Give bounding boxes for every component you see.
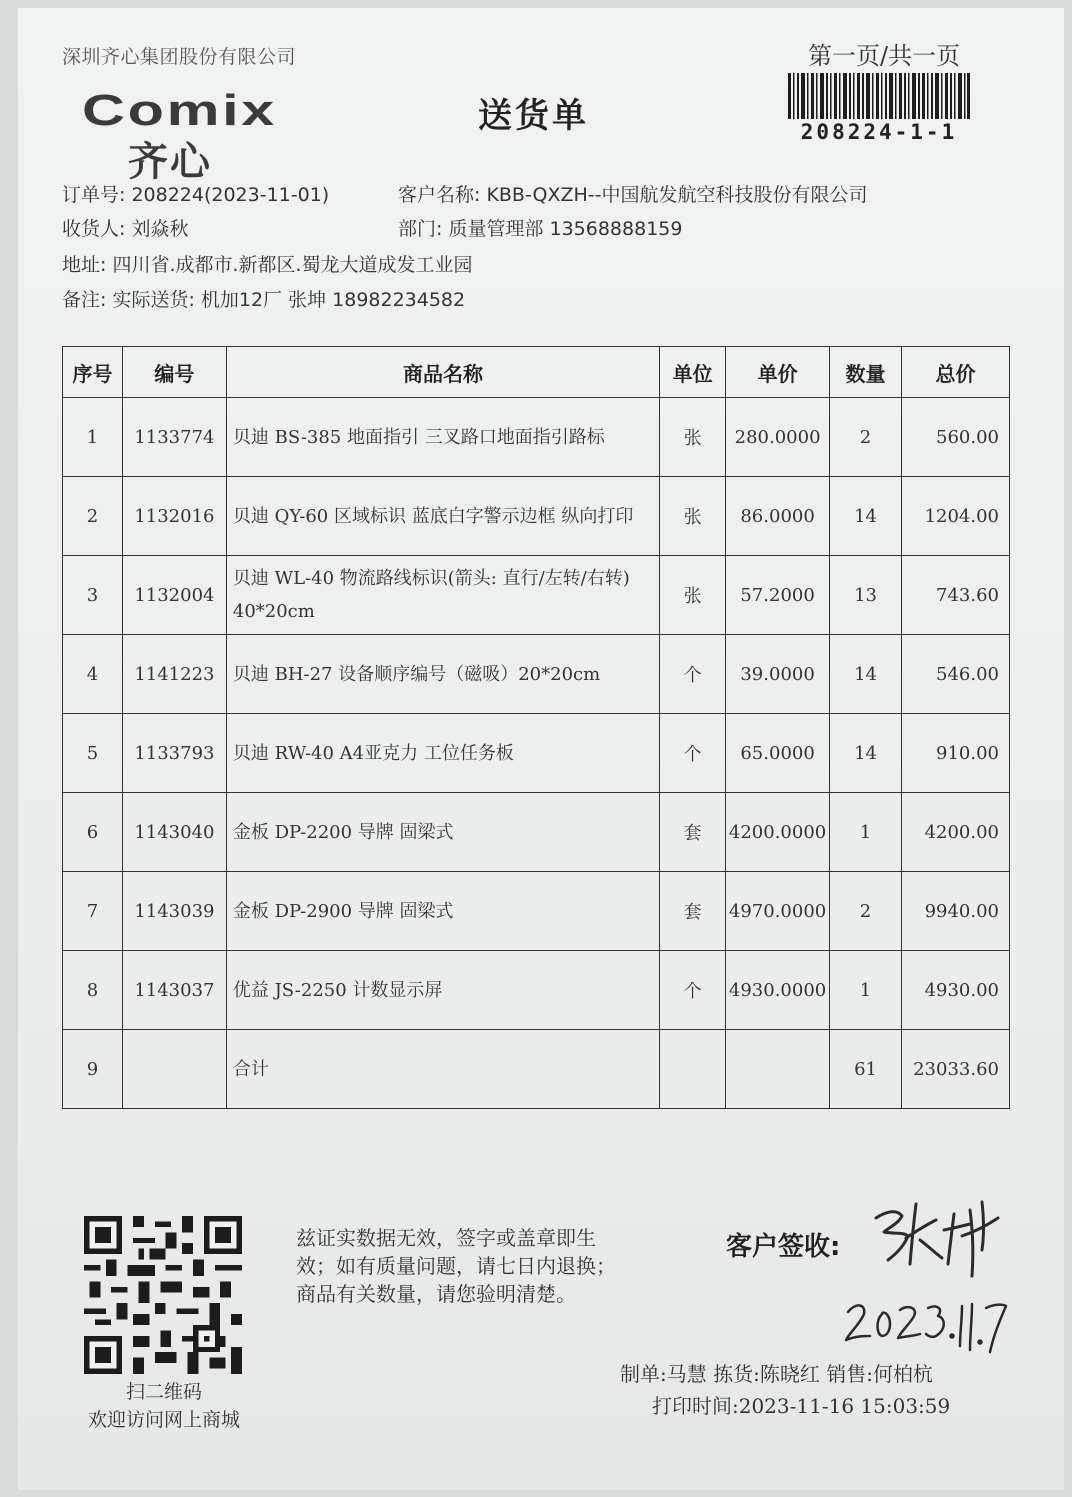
table-row — [63, 635, 1010, 714]
unit-price-cell: 57.2000 — [726, 556, 830, 635]
table-row — [63, 398, 1010, 477]
total-price-cell: 560.00 — [901, 398, 1009, 477]
unit-price-cell — [726, 1030, 830, 1109]
row-index-cell: 8 — [63, 951, 123, 1030]
item-code-cell: 1141223 — [122, 635, 226, 714]
table-row — [63, 872, 1010, 951]
row-index-cell: 9 — [63, 1030, 123, 1109]
unit-cell: 个 — [660, 635, 726, 714]
table-row — [63, 477, 1010, 556]
customer-name: 客户名称: KBB-QXZH--中国航发航空科技股份有限公司 — [398, 184, 868, 206]
column-header: 单价 — [726, 347, 830, 398]
row-index-cell: 3 — [63, 556, 123, 635]
item-name-cell: 优益 JS-2250 计数显示屏 — [226, 951, 659, 1030]
quantity-cell: 14 — [830, 477, 902, 556]
item-name-cell: 贝迪 BH-27 设备顺序编号（磁吸）20*20cm — [226, 635, 659, 714]
unit-price-cell: 65.0000 — [726, 714, 830, 793]
item-code-cell: 1133793 — [122, 714, 226, 793]
total-price-cell: 546.00 — [901, 635, 1009, 714]
qr-caption — [64, 1378, 264, 1434]
total-price-cell: 4930.00 — [901, 951, 1009, 1030]
column-header: 总价 — [901, 347, 1009, 398]
unit-cell: 张 — [660, 477, 726, 556]
qr-caption-line2: 欢迎访问网上商城 — [87, 1409, 240, 1431]
unit-cell: 个 — [660, 714, 726, 793]
unit-cell: 个 — [660, 951, 726, 1030]
handwritten-signature — [858, 1180, 1008, 1280]
remark: 备注: 实际送货: 机加12厂 张坤 18982234582 — [62, 289, 466, 311]
comix-logo: Comix — [82, 86, 278, 135]
unit-price-cell: 280.0000 — [726, 398, 830, 477]
item-name-cell: 贝迪 RW-40 A4亚克力 工位任务板 — [226, 714, 659, 793]
unit-price-cell: 4970.0000 — [726, 872, 830, 951]
column-header: 编号 — [122, 347, 226, 398]
total-price-cell: 9940.00 — [901, 872, 1009, 951]
quantity-cell: 14 — [830, 635, 902, 714]
staff-info: 制单:马慧 拣货:陈晓红 销售:何柏杭 — [620, 1362, 933, 1386]
table-row — [63, 1030, 1010, 1109]
table-header-row — [63, 347, 1010, 398]
company-name: 深圳齐心集团股份有限公司 — [62, 46, 297, 68]
total-price-cell: 23033.60 — [901, 1030, 1009, 1109]
print-time: 打印时间:2023-11-16 15:03:59 — [652, 1394, 951, 1418]
row-index-cell: 2 — [63, 477, 123, 556]
quantity-cell: 1 — [830, 951, 902, 1030]
notice-line1: 兹证实数据无效，签字或盖章即生 — [296, 1226, 596, 1250]
unit-cell — [660, 1030, 726, 1109]
table-row — [63, 556, 1010, 635]
total-price-cell: 4200.00 — [901, 793, 1009, 872]
unit-price-cell: 39.0000 — [726, 635, 830, 714]
item-name-cell: 贝迪 QY-60 区域标识 蓝底白字警示边框 纵向打印 — [226, 477, 659, 556]
unit-price-cell: 4930.0000 — [726, 951, 830, 1030]
table-row — [63, 951, 1010, 1030]
customer-sign-label: 客户签收: — [726, 1232, 841, 1262]
table-row — [63, 714, 1010, 793]
quantity-cell: 14 — [830, 714, 902, 793]
column-header: 单位 — [660, 347, 726, 398]
page-info: 第一页/共一页 — [808, 42, 961, 70]
item-code-cell — [122, 1030, 226, 1109]
quantity-cell: 61 — [830, 1030, 902, 1109]
qr-code — [84, 1216, 242, 1374]
column-header: 序号 — [63, 347, 123, 398]
items-table — [62, 346, 1010, 1109]
row-index-cell: 5 — [63, 714, 123, 793]
unit-cell: 套 — [660, 793, 726, 872]
total-price-cell: 743.60 — [901, 556, 1009, 635]
column-header: 数量 — [830, 347, 902, 398]
barcode-number: 208224-1-1 — [800, 120, 958, 144]
item-name-cell: 金板 DP-2200 导牌 固梁式 — [226, 793, 659, 872]
item-code-cell: 1132004 — [122, 556, 226, 635]
comix-logo-cn: 齐心 — [128, 139, 212, 185]
unit-cell: 套 — [660, 872, 726, 951]
department: 部门: 质量管理部 13568888159 — [398, 218, 683, 240]
item-code-cell: 1143039 — [122, 872, 226, 951]
quantity-cell: 13 — [830, 556, 902, 635]
row-index-cell: 6 — [63, 793, 123, 872]
receiver: 收货人: 刘焱秋 — [62, 218, 189, 240]
unit-cell: 张 — [660, 398, 726, 477]
column-header: 商品名称 — [226, 347, 659, 398]
quantity-cell: 2 — [830, 398, 902, 477]
item-name-cell: 金板 DP-2900 导牌 固梁式 — [226, 872, 659, 951]
row-index-cell: 7 — [63, 872, 123, 951]
qr-caption-line1: 扫二维码 — [125, 1381, 202, 1403]
barcode — [788, 73, 970, 119]
notice-text — [296, 1224, 656, 1308]
unit-cell: 张 — [660, 556, 726, 635]
unit-price-cell: 86.0000 — [726, 477, 830, 556]
unit-price-cell: 4200.0000 — [726, 793, 830, 872]
quantity-cell: 1 — [830, 793, 902, 872]
address: 地址: 四川省.成都市.新都区.蜀龙大道成发工业园 — [62, 254, 473, 276]
item-code-cell: 1132016 — [122, 477, 226, 556]
item-code-cell: 1143037 — [122, 951, 226, 1030]
total-price-cell: 1204.00 — [901, 477, 1009, 556]
item-name-cell: 合计 — [226, 1030, 659, 1109]
row-index-cell: 4 — [63, 635, 123, 714]
document-title: 送货单 — [478, 96, 589, 136]
notice-line3: 商品有关数量，请您验明清楚。 — [296, 1282, 576, 1306]
order-number: 订单号: 208224(2023-11-01) — [62, 184, 330, 206]
item-name-cell: 贝迪 WL-40 物流路线标识(箭头: 直行/左转/右转) 40*20cm — [226, 556, 659, 635]
item-name-cell: 贝迪 BS-385 地面指引 三叉路口地面指引路标 — [226, 398, 659, 477]
total-price-cell: 910.00 — [901, 714, 1009, 793]
row-index-cell: 1 — [63, 398, 123, 477]
item-code-cell: 1143040 — [122, 793, 226, 872]
table-row — [63, 793, 1010, 872]
notice-line2: 效；如有质量问题，请七日内退换； — [296, 1254, 616, 1278]
item-code-cell: 1133774 — [122, 398, 226, 477]
quantity-cell: 2 — [830, 872, 902, 951]
